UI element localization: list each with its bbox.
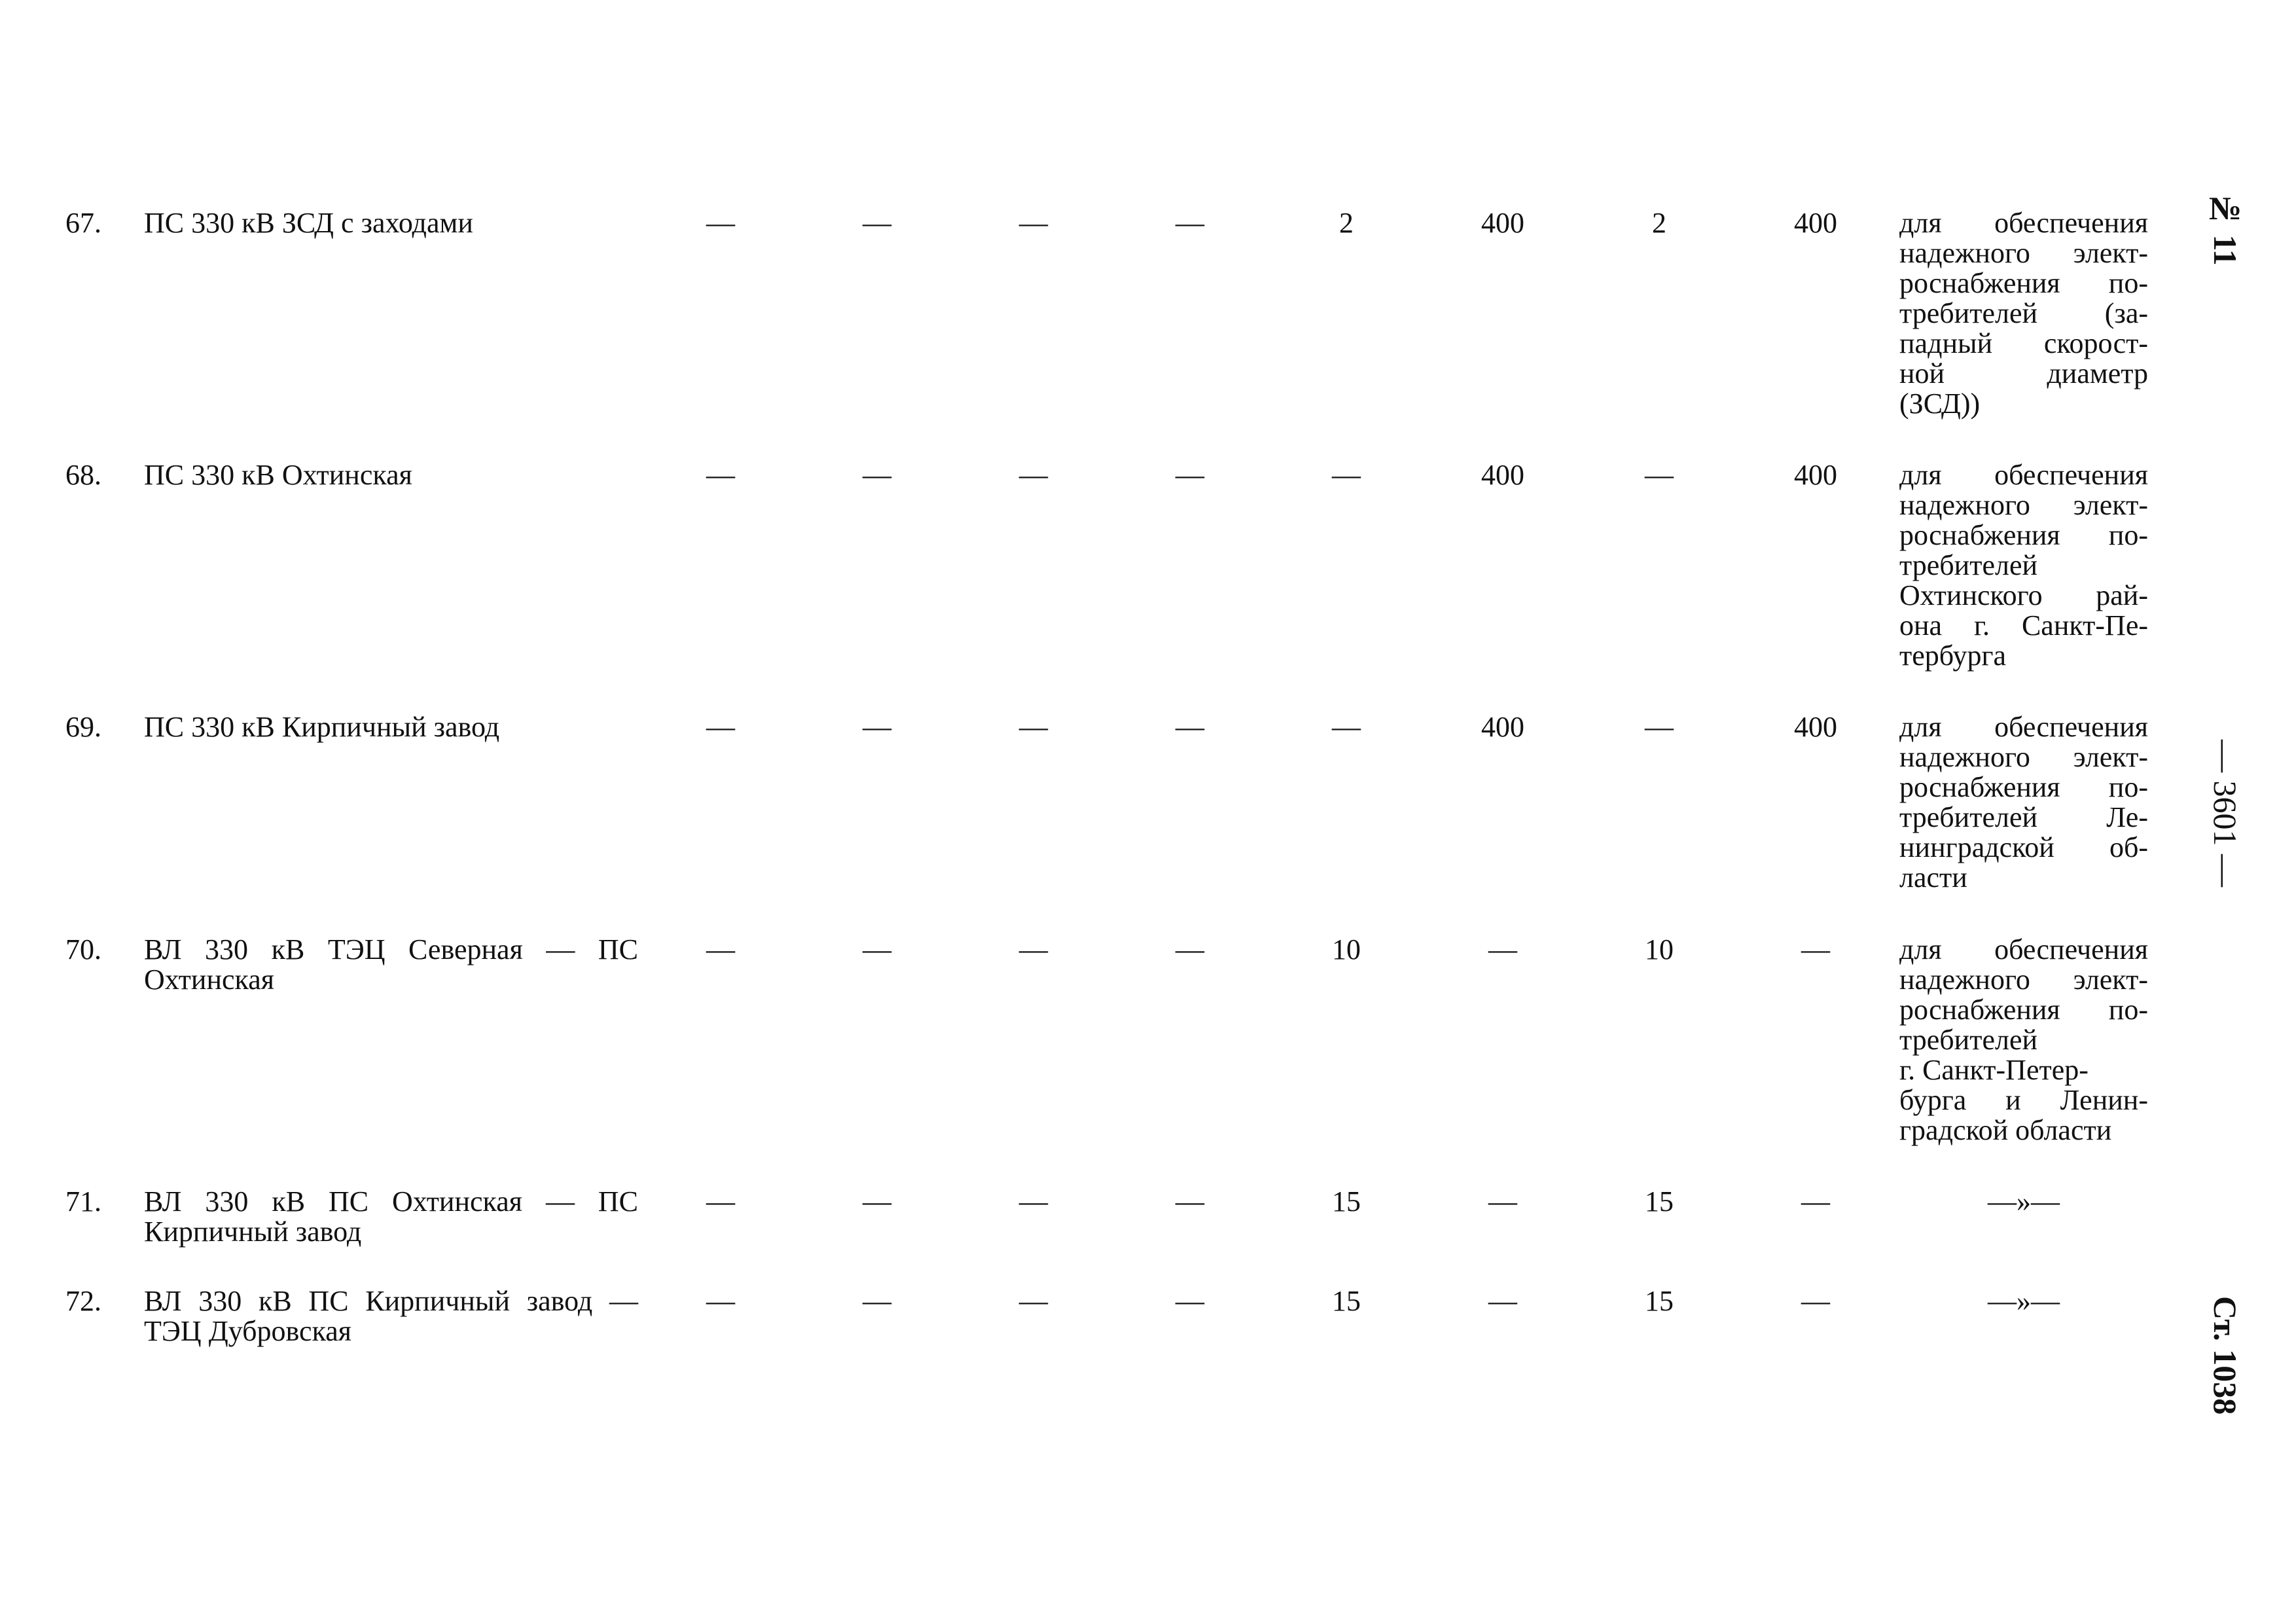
note-line: требителей	[1899, 549, 2038, 581]
value-cell: 15	[1332, 1185, 1361, 1218]
row-number: 71.	[65, 1185, 101, 1218]
row-number: 70.	[65, 933, 101, 965]
value-cell: 15	[1332, 1285, 1361, 1317]
object-name: ВЛ 330 кВ ПС Охтинская — ПС Кирпичный завод	[144, 1185, 638, 1248]
note-line: падный скорост-	[1899, 327, 2148, 359]
value-cell: 400	[1794, 207, 1837, 239]
value-cell: —	[706, 207, 735, 239]
value-cell: 2	[1652, 207, 1666, 239]
value-cell: —	[1019, 711, 1048, 743]
note-line: ласти	[1899, 861, 1967, 893]
value-cell: —	[1019, 459, 1048, 491]
purpose-note	[1899, 935, 2148, 1146]
note-line: для обеспечения	[1899, 711, 2148, 743]
value-cell: —	[706, 711, 735, 743]
note-line: для обеспечения	[1899, 933, 2148, 965]
note-line: бурга и Ленин-	[1899, 1084, 2148, 1116]
row-number: 72.	[65, 1285, 101, 1317]
value-cell: —	[1801, 1185, 1830, 1218]
value-cell: —	[1488, 1285, 1517, 1317]
value-cell: —	[1332, 459, 1361, 491]
note-line: требителей Ле-	[1899, 801, 2148, 833]
note-line: требителей	[1899, 1024, 2038, 1056]
value-cell: —	[706, 459, 735, 491]
note-line: (ЗСД))	[1899, 388, 1981, 420]
object-name: ПС 330 кВ ЗСД с заходами	[144, 207, 473, 239]
value-cell: —	[1019, 1185, 1048, 1218]
note-line: тербурга	[1899, 640, 2007, 672]
note-line: она г. Санкт-Пе-	[1899, 609, 2148, 641]
value-cell: —	[1801, 933, 1830, 965]
object-name: ПС 330 кВ Охтинская	[144, 459, 412, 491]
value-cell: 15	[1645, 1285, 1674, 1317]
note-line: надежного элект-	[1899, 237, 2148, 269]
value-cell: —	[1175, 711, 1204, 743]
value-cell: 400	[1794, 711, 1837, 743]
note-line: роснабжения по-	[1899, 519, 2148, 551]
note-line: надежного элект-	[1899, 964, 2148, 996]
value-cell: —	[1019, 207, 1048, 239]
value-cell: 400	[1481, 459, 1524, 491]
value-cell: —	[863, 1185, 891, 1218]
value-cell: —	[863, 1285, 891, 1317]
value-cell: —	[1175, 459, 1204, 491]
article-number: Ст. 1038	[2207, 1296, 2244, 1415]
value-cell: —	[706, 1285, 735, 1317]
value-cell: —	[863, 933, 891, 965]
purpose-note-ditto: —»—	[1988, 1285, 2060, 1317]
value-cell: —	[706, 933, 735, 965]
note-line: градской области	[1899, 1114, 2112, 1146]
value-cell: 10	[1645, 933, 1674, 965]
purpose-note	[1899, 208, 2148, 419]
value-cell: —	[1488, 933, 1517, 965]
page-range: — 3601 —	[2207, 740, 2244, 887]
row-number: 68.	[65, 459, 101, 491]
note-line: для обеспечения	[1899, 207, 2148, 239]
value-cell: —	[1332, 711, 1361, 743]
value-cell: —	[1175, 1185, 1204, 1218]
value-cell: —	[1488, 1185, 1517, 1218]
value-cell: 400	[1481, 711, 1524, 743]
note-line: для обеспечения	[1899, 459, 2148, 491]
note-line: роснабжения по-	[1899, 994, 2148, 1026]
note-line: роснабжения по-	[1899, 267, 2148, 299]
value-cell: 10	[1332, 933, 1361, 965]
value-cell: —	[1175, 1285, 1204, 1317]
object-name: ПС 330 кВ Кирпичный завод	[144, 711, 500, 743]
value-cell: —	[1801, 1285, 1830, 1317]
value-cell: —	[1175, 933, 1204, 965]
value-cell: —	[1175, 207, 1204, 239]
note-line: требителей (за-	[1899, 297, 2148, 329]
value-cell: 400	[1481, 207, 1524, 239]
value-cell: —	[1645, 459, 1674, 491]
note-line: нинградской об-	[1899, 831, 2148, 863]
note-line: Охтинского рай-	[1899, 579, 2148, 611]
value-cell: —	[863, 459, 891, 491]
object-name: ВЛ 330 кВ ПС Кирпичный завод — ТЭЦ Дубровская	[144, 1285, 638, 1347]
value-cell: —	[1019, 1285, 1048, 1317]
value-cell: 15	[1645, 1185, 1674, 1218]
value-cell: —	[1019, 933, 1048, 965]
issue-number: № 11	[2207, 190, 2244, 266]
row-number: 67.	[65, 207, 101, 239]
purpose-note	[1899, 460, 2148, 671]
value-cell: 400	[1794, 459, 1837, 491]
purpose-note	[1899, 712, 2148, 893]
value-cell: —	[863, 711, 891, 743]
value-cell: —	[706, 1185, 735, 1218]
value-cell: —	[1645, 711, 1674, 743]
object-name: ВЛ 330 кВ ТЭЦ Северная — ПС Охтинская	[144, 933, 638, 996]
note-line: г. Санкт-Петер-	[1899, 1054, 2089, 1086]
note-line: надежного элект-	[1899, 489, 2148, 521]
note-line: роснабжения по-	[1899, 771, 2148, 803]
value-cell: —	[863, 207, 891, 239]
purpose-note-ditto: —»—	[1988, 1185, 2060, 1218]
note-line: надежного элект-	[1899, 741, 2148, 773]
value-cell: 2	[1339, 207, 1354, 239]
note-line: ной диаметр	[1899, 357, 2148, 389]
row-number: 69.	[65, 711, 101, 743]
